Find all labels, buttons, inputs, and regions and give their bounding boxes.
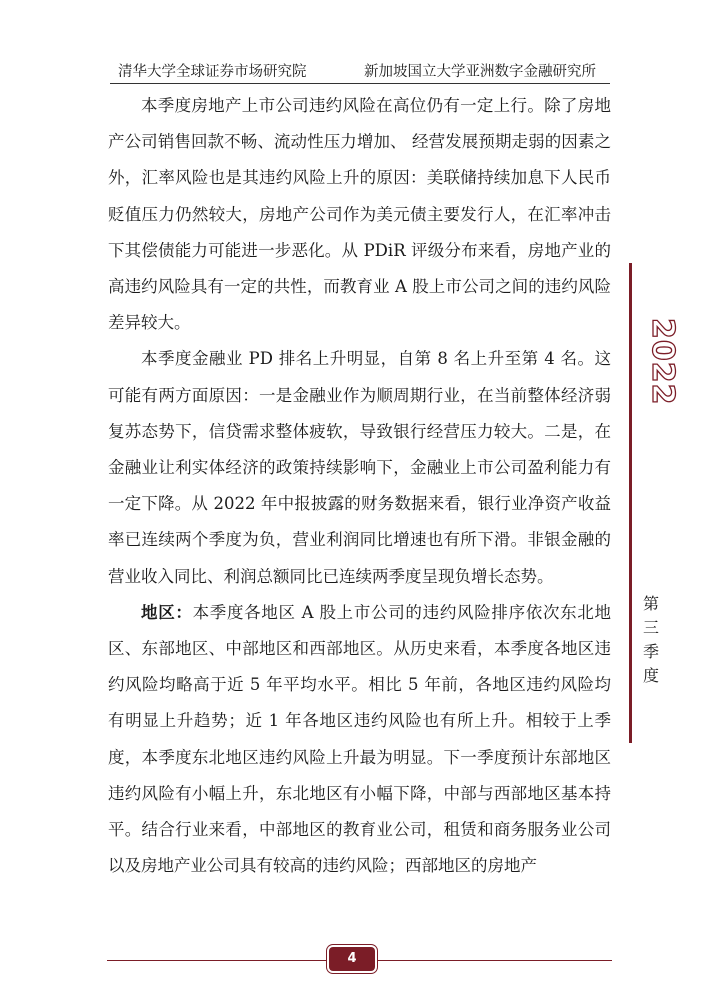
paragraph-real-estate: 本季度房地产上市公司违约风险在高位仍有一定上行。除了房地产公司销售回款不畅、流动性压力增加、 经营发展预期走弱的因素之外，汇率风险也是其违约风险上升的原因：美联储持续加息下人民币贬值压力仍然较大，房地产公司作为美元债主要发行人，在汇率冲击下其偿债能力可能进一步恶化。从 PDiR 评级分布来看，房地产业的高违约风险具有一定的共性，而教育业 A 股上市公司之间的违约风险差异较大。 [108, 96, 611, 333]
page-number: 4 [329, 947, 375, 971]
sidebar-quarter [639, 592, 663, 688]
sidebar-year: 2022 [645, 318, 680, 406]
paragraph-region [108, 595, 611, 885]
header-right-institution: 新加坡国立大学亚洲数字金融研究所 [364, 64, 596, 80]
sidebar-quarter-char: 度 [642, 666, 659, 685]
sidebar-quarter-char: 三 [642, 618, 659, 637]
header-divider [110, 83, 610, 84]
sidebar-quarter-char: 季 [642, 642, 659, 661]
sidebar-quarter-char: 第 [642, 594, 659, 613]
body-text [108, 88, 611, 884]
header-left-institution: 清华大学全球证券市场研究院 [118, 64, 307, 80]
sidebar-accent-bar [629, 263, 632, 743]
paragraph-financial-sector: 本季度金融业 PD 排名上升明显，自第 8 名上升至第 4 名。这可能有两方面原因：一是金融业作为顺周期行业，在当前整体经济弱复苏态势下，信贷需求整体疲软，导致银行经营压力较大。二是，在金融业让利实体经济的政策持续影响下，金融业上市公司盈利能力有一定下降。从 2022 年中报披露的财务数据来看，银行业净资产收益率已连续两个季度为负，营业利润同比增速也有所下滑。非银金融的营业收入同比、利润总额同比已连续两季度呈现负增长态势。 [108, 349, 611, 586]
region-lead: 地区： [141, 602, 193, 622]
page-header [110, 58, 610, 82]
region-text: 本季度各地区 A 股上市公司的违约风险排序依次东北地区、东部地区、中部地区和西部地区。从历史来看，本季度各地区违约风险均略高于近 5 年平均水平。相比 5 年前，各地区违约风险均有明显上升趋势；近 1 年各地区违约风险也有所上升。相较于上季度，本季度东北地区违约风险上升最为明显。下一季度预计东部地区违约风险有小幅上升，东北地区有小幅下降，中部与西部地区基本持平。结合行业来看，中部地区的教育业公司，租赁和商务服务业公司以及房地产业公司具有较高的违约风险；西部地区的房地产 [108, 602, 612, 876]
